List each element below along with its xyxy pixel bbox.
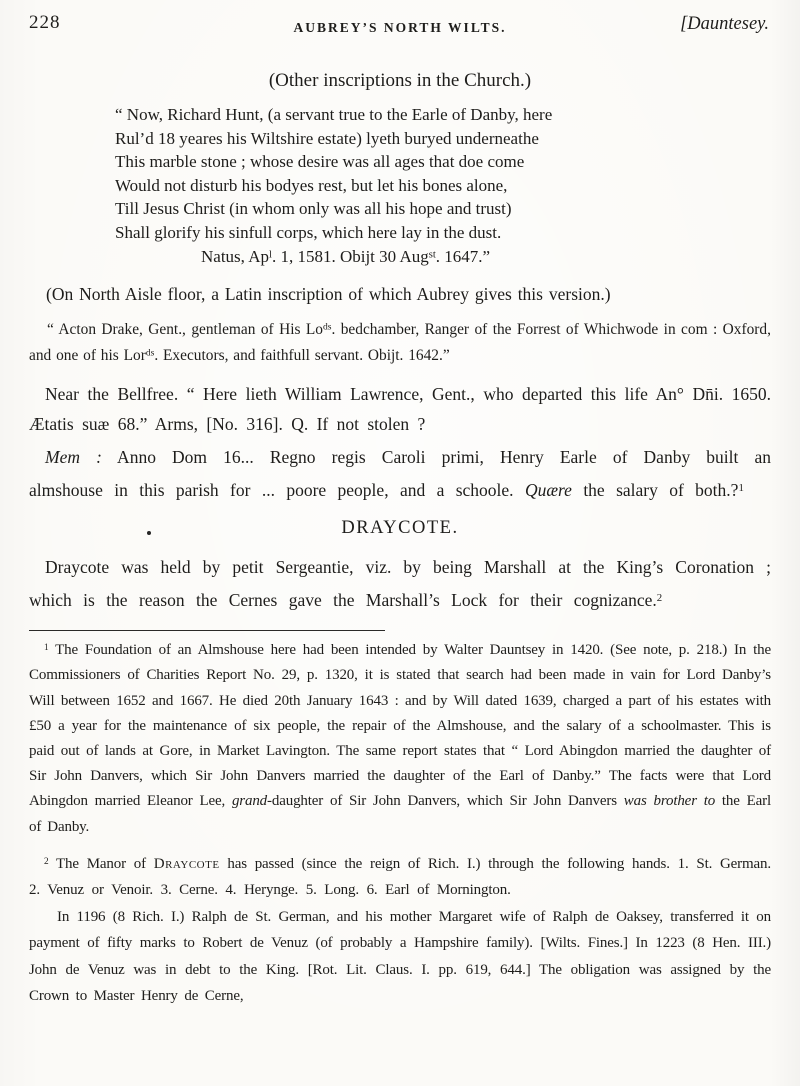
mem-note: Mem : Anno Dom 16... Regno regis Caroli primi, Henry Earle of Danby built an almshouse in this parish for ... poore people, and a schoole. Quære the salary of both.?$^1$ — [29, 447, 771, 500]
inscription-acton-drake: “ Acton Drake, Gent., gentleman of His $Lo^{ds}$. bedchamber, Ranger of the Forrest of Whichwode in com : Oxford, and one of his Lor$^{ds}$. Executors, and faithfull servant. Obijt. 1642.” — [29, 321, 771, 365]
section-marker: [Dauntesey. — [680, 14, 769, 34]
footnote-separator — [29, 630, 385, 631]
page-header — [29, 12, 771, 56]
page-number: 228 — [29, 12, 61, 33]
epitaph-line: Till Jesus Christ (in whom only was all his hope and trust) — [115, 199, 512, 219]
footnote-2-para-2: In 1196 (8 Rich. I.) Ralph de St. German, and his mother Margaret wife of Ralph de Oaksey, transferred it on payment of fifty marks to Robert de Venuz (of probably a Hampshire family). [Wilts. Fines.] In 1223 (8 Hen. III.) John de Venuz was in debt to the King. [Rot. Lit. Claus. I. pp. 619, 644.] The obligation was assigned by the Crown to Master Henry de Cerne, — [29, 908, 771, 1005]
epitaph-date-line: Natus, Ap$^l$. 1, 1581. Obijt 30 Aug$^{st}$. 1647.” — [201, 246, 491, 266]
bellfree-note: Near the Bellfree. “ Here lieth William Lawrence, Gent., who departed this life An° Dn̄i. 1650. Ætatis suæ 68.” Arms, [No. 316]. Q. If not stolen ? — [29, 384, 771, 435]
epitaph-line: Shall glorify his sinfull corps, which here lay in the dust. — [115, 222, 502, 242]
epitaph-verse — [115, 103, 771, 268]
footnote-2-para-1: $^2$ The Manor of Draycote has passed (since the reign of Rich. I.) through the following hands. 1. St. German. 2. Venuz or Venoir. 3. Cerne. 4. Herynge. 5. Long. 6. Earl of Mornington. — [29, 855, 772, 899]
running-title: AUBREY’S NORTH WILTS. — [293, 20, 507, 35]
epitaph-line: Rul’d 18 yeares his Wiltshire estate) lyeth buryed underneathe — [115, 128, 539, 148]
draycote-heading: DRAYCOTE. — [341, 518, 459, 539]
footnote-1: $^1$ The Foundation of an Almshouse here had been intended by Walter Dauntsey in 1420. (See note, p. 218.) In the Commissioners of Charities Report No. 29, p. 1320, it is stated that search had been made in vain for Lord Danby’s Will between 1652 and 1667. He died 20th January 1643 : and by Will dated 1639, charged a part of his estates with £50 a year for the maintenance of six people, the repair of the Almshouse, and the salary of a schoolmaster. This is paid out of lands at Gore, in Market Lavington. The same report states that “ Lord Abingdon married the daughter of Sir John Danvers, which Sir John Danvers married the daughter of the Earl of Danby.” The facts were that Lord Abingdon married Eleanor Lee, grand-daughter of Sir John Danvers, which Sir John Danvers was brother to the Earl of Danby. — [29, 642, 771, 835]
ink-speck — [147, 531, 151, 535]
draycote-paragraph: Draycote was held by petit Sergeantie, viz. by being Marshall at the King’s Coronation ; which is the reason the Cernes gave the Marshall’s Lock for their cognizance.$^2$ — [29, 557, 771, 611]
aside-note: (On North Aisle floor, a Latin inscription of which Aubrey gives this version.) — [46, 284, 611, 305]
subheading: (Other inscriptions in the Church.) — [268, 70, 532, 91]
epitaph-line: This marble stone ; whose desire was all ages that doe come — [115, 152, 525, 172]
epitaph-line: Would not disturb his bodyes rest, but let his bones alone, — [115, 175, 508, 195]
epitaph-line: “ Now, Richard Hunt, (a servant true to the Earle of Danby, here — [115, 105, 553, 124]
